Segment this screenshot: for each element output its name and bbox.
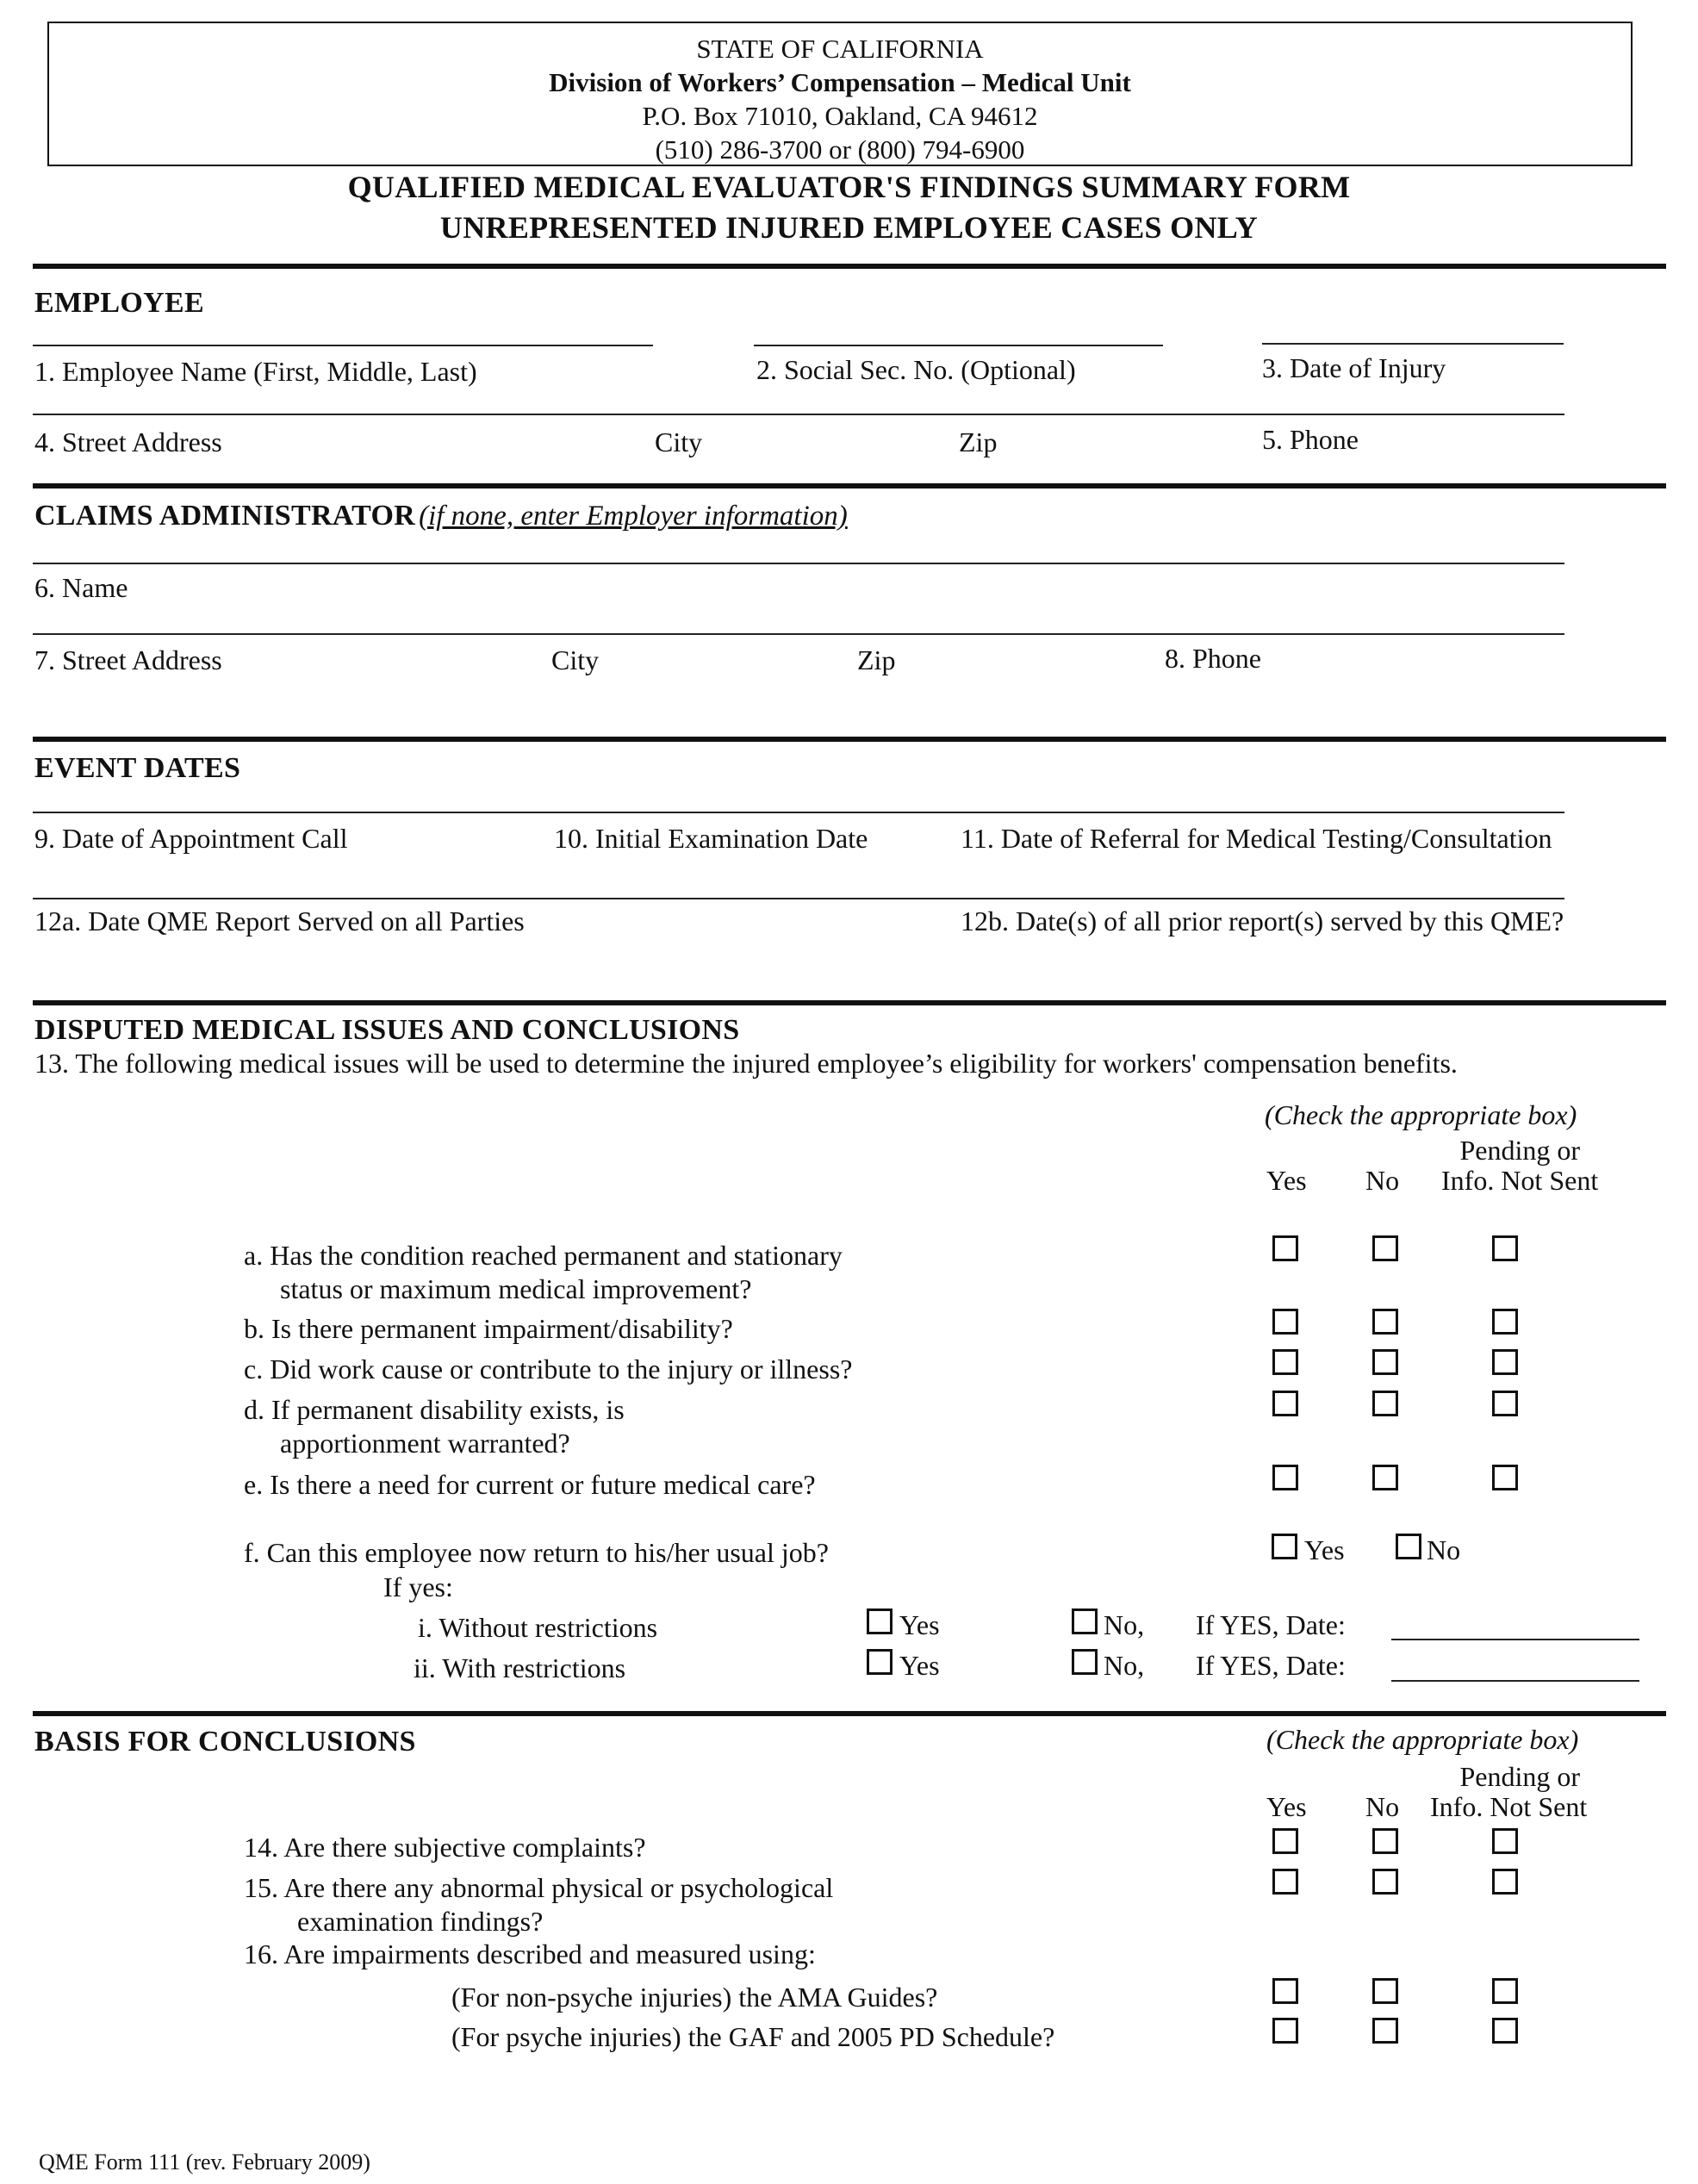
employee-heading: EMPLOYEE [34,287,204,319]
section-divider [33,737,1666,742]
report-served-label: 12a. Date QME Report Served on all Parties [34,905,525,936]
division-name: Division of Workers’ Compensation – Medical Unit [549,67,1131,97]
event-dates-heading: EVENT DATES [34,752,241,784]
without-restrictions-label: i. Without restrictions [418,1612,658,1643]
with-restrictions-yes-label: Yes [899,1650,940,1681]
question-a-line-1: a. Has the condition reached permanent and stationary [244,1240,843,1271]
ssn-line[interactable] [754,345,1163,346]
question-f-no-checkbox[interactable] [1396,1534,1421,1559]
question-f-no-label: No [1427,1534,1461,1565]
basis-check-box-note: (Check the appropriate box) [1266,1724,1579,1755]
question-a-no-checkbox[interactable] [1372,1235,1398,1261]
question-14: 14. Are there subjective complaints? [244,1832,646,1863]
question-15-yes-checkbox[interactable] [1272,1869,1298,1895]
question-e-pending-checkbox[interactable] [1492,1465,1518,1490]
yes-column-header: Yes [1266,1165,1307,1196]
state-name: STATE OF CALIFORNIA [696,34,984,64]
section-divider [33,483,1666,488]
question-16-gaf: (For psyche injuries) the GAF and 2005 PD Schedule? [451,2021,1055,2052]
pending-header-1: Pending or [1459,1135,1580,1166]
question-16-gaf-pending-checkbox[interactable] [1492,2018,1518,2044]
without-restrictions-yes-checkbox[interactable] [867,1608,893,1634]
question-f-yes-checkbox[interactable] [1272,1534,1297,1559]
question-a-line-2: status or maximum medical improvement? [280,1273,752,1304]
question-c: c. Did work cause or contribute to the injury or illness? [244,1353,853,1384]
form-subtitle: UNREPRESENTED INJURED EMPLOYEE CASES ONLY [439,210,1259,245]
agency-phone: (510) 286-3700 or (800) 794-6900 [655,134,1025,165]
question-a-pending-checkbox[interactable] [1492,1235,1518,1261]
claims-note: (if none, enter Employer information) [419,501,848,532]
question-15-pending-checkbox[interactable] [1492,1869,1518,1895]
date-of-injury-line[interactable] [1262,343,1564,345]
with-restrictions-no-checkbox[interactable] [1072,1649,1098,1675]
question-e-yes-checkbox[interactable] [1272,1465,1298,1490]
question-b-pending-checkbox[interactable] [1492,1309,1518,1335]
question-15-line-2: examination findings? [297,1906,544,1937]
event-dates-line-1[interactable] [33,812,1564,813]
claims-heading-row [34,500,848,532]
question-c-yes-checkbox[interactable] [1272,1349,1298,1375]
question-16-gaf-yes-checkbox[interactable] [1272,2018,1298,2044]
question-b-no-checkbox[interactable] [1372,1309,1398,1335]
question-16-ama-yes-checkbox[interactable] [1272,1978,1298,2004]
form-footer: QME Form 111 (rev. February 2009) [39,2150,370,2175]
employee-zip-label: Zip [959,426,998,457]
section-divider [33,1711,1666,1716]
basis-pending-header-2: Info. Not Sent [1430,1791,1588,1822]
basis-yes-column-header: Yes [1266,1791,1307,1822]
disputed-intro: 13. The following medical issues will be used to determine the injured employee’s eligibility for workers' compensation benefits. [34,1048,1458,1079]
agency-header-box [47,22,1633,166]
claims-phone-label: 8. Phone [1165,643,1261,674]
question-14-pending-checkbox[interactable] [1492,1828,1518,1854]
question-14-no-checkbox[interactable] [1372,1828,1398,1854]
question-16-ama-pending-checkbox[interactable] [1492,1978,1518,2004]
claims-zip-label: Zip [857,644,896,675]
prior-reports-label: 12b. Date(s) of all prior report(s) served by this QME? [961,905,1564,936]
basis-pending-header-1: Pending or [1459,1761,1580,1792]
question-15-no-checkbox[interactable] [1372,1869,1398,1895]
question-c-pending-checkbox[interactable] [1492,1349,1518,1375]
with-restrictions-no-label: No, [1104,1650,1145,1681]
claims-address-line[interactable] [33,633,1564,635]
employee-city-label: City [655,426,703,457]
question-e-no-checkbox[interactable] [1372,1465,1398,1490]
check-box-note: (Check the appropriate box) [1265,1099,1577,1130]
initial-exam-label: 10. Initial Examination Date [554,823,868,854]
without-restrictions-no-checkbox[interactable] [1072,1608,1098,1634]
employee-name-label: 1. Employee Name (First, Middle, Last) [34,356,477,387]
question-b-yes-checkbox[interactable] [1272,1309,1298,1335]
no-column-header: No [1365,1165,1400,1196]
disputed-heading: DISPUTED MEDICAL ISSUES AND CONCLUSIONS [34,1014,740,1046]
ssn-label: 2. Social Sec. No. (Optional) [756,354,1076,385]
with-restrictions-yes-checkbox[interactable] [867,1649,893,1675]
without-restrictions-no-label: No, [1104,1609,1145,1640]
claims-name-label: 6. Name [34,572,128,603]
claims-city-label: City [551,644,600,675]
employee-name-line[interactable] [33,345,653,346]
question-d-line-1: d. If permanent disability exists, is [244,1394,625,1425]
with-restrictions-date-line[interactable] [1391,1680,1639,1682]
event-dates-line-2[interactable] [33,898,1564,899]
claims-street-label: 7. Street Address [34,644,222,675]
question-f: f. Can this employee now return to his/her usual job? [244,1537,829,1568]
question-16-ama-no-checkbox[interactable] [1372,1978,1398,2004]
question-f-yes-label: Yes [1304,1534,1345,1565]
question-b: b. Is there permanent impairment/disability? [244,1313,733,1344]
without-restrictions-date-label: If YES, Date: [1196,1609,1346,1640]
if-yes-label: If yes: [383,1571,453,1602]
question-d-yes-checkbox[interactable] [1272,1391,1298,1416]
date-of-injury-label: 3. Date of Injury [1262,352,1446,383]
employee-phone-label: 5. Phone [1262,424,1359,455]
with-restrictions-label: ii. With restrictions [414,1652,626,1683]
referral-date-label: 11. Date of Referral for Medical Testing/Consultation [961,823,1552,854]
claims-name-line[interactable] [33,563,1564,564]
question-16-gaf-no-checkbox[interactable] [1372,2018,1398,2044]
question-c-no-checkbox[interactable] [1372,1349,1398,1375]
appointment-call-label: 9. Date of Appointment Call [34,823,348,854]
basis-heading: BASIS FOR CONCLUSIONS [34,1726,416,1758]
section-divider [33,264,1666,269]
question-16-ama: (For non-psyche injuries) the AMA Guides? [451,1982,938,2013]
basis-no-column-header: No [1365,1791,1400,1822]
question-14-yes-checkbox[interactable] [1272,1828,1298,1854]
question-d-line-2: apportionment warranted? [280,1428,570,1459]
claims-heading: CLAIMS ADMINISTRATOR [34,500,416,532]
question-d-no-checkbox[interactable] [1372,1391,1398,1416]
agency-address: P.O. Box 71010, Oakland, CA 94612 [642,101,1038,131]
pending-header-2: Info. Not Sent [1441,1165,1599,1196]
without-restrictions-yes-label: Yes [899,1609,940,1640]
question-d-pending-checkbox[interactable] [1492,1391,1518,1416]
without-restrictions-date-line[interactable] [1391,1639,1639,1640]
question-15-line-1: 15. Are there any abnormal physical or psychological [244,1872,834,1903]
question-e: e. Is there a need for current or future medical care? [244,1469,816,1500]
section-divider [33,1000,1666,1005]
question-16: 16. Are impairments described and measured using: [244,1938,816,1969]
form-title: QUALIFIED MEDICAL EVALUATOR'S FINDINGS SUMMARY FORM [347,170,1351,204]
employee-street-label: 4. Street Address [34,426,222,457]
employee-address-line[interactable] [33,414,1564,415]
question-a-yes-checkbox[interactable] [1272,1235,1298,1261]
with-restrictions-date-label: If YES, Date: [1196,1650,1346,1681]
